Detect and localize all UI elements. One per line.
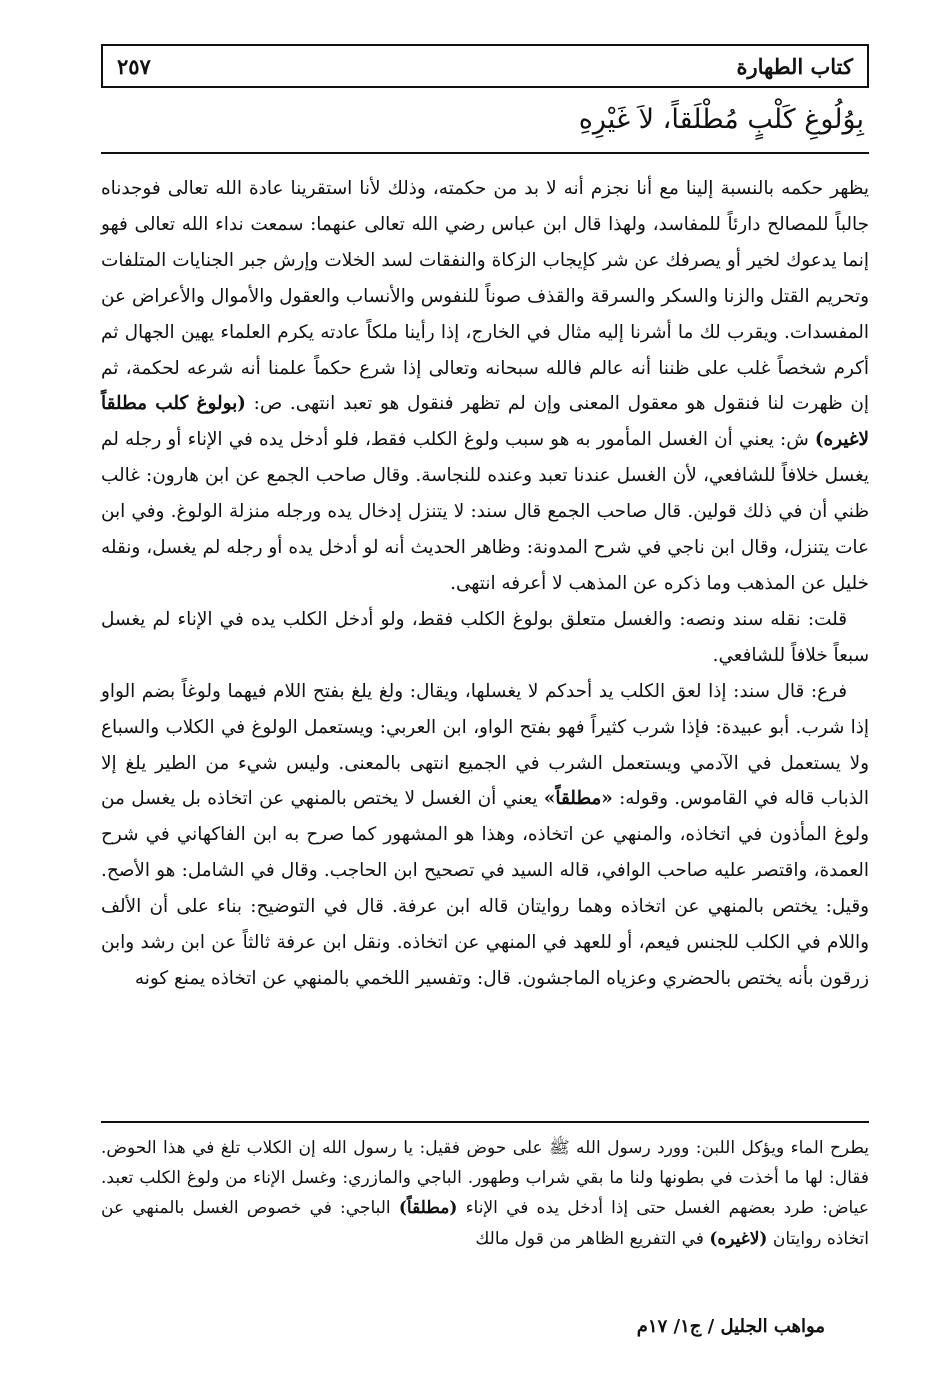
commentary-body	[101, 171, 869, 997]
lower-text-3: في التفريع الظاهر من قول مالك	[475, 1228, 710, 1249]
lower-bold-laghayrihi: (لاغيره)	[709, 1228, 768, 1249]
lower-section	[101, 1133, 869, 1254]
running-header	[101, 44, 869, 88]
matn-quote: (بولوغ كلب مطلقاً لاغيره)	[101, 393, 869, 451]
paragraph-1-text-continued: ش: يعني أن الغسل المأمور به هو سبب ولوغ الكلب فقط، فلو أدخل يده في الإناء أو رجله لم يغسل خلافاً للشافعي، لأن الغسل عندنا تعبد وعنده للنجاسة. وقال صاحب الجمع عن ابن هارون: غالب ظني أن في ذلك قولين. قال صاحب الجمع قال سند: لا يتنزل إدخال يده ورجله منزلة الولوغ. وفي ابن عات يتنزل، وقال ابن ناجي في شرح المدونة: وظاهر الحديث أنه لو أدخل يده أو رجله لم يغسل، ونقله خليل عن المذهب وما ذكره عن المذهب لا أعرفه انتهى.	[101, 429, 869, 594]
matn-quote-mutlaqan: «مطلقاً»	[543, 788, 613, 810]
signature-line: مواهب الجليل / ج١/ ١٧م	[636, 1316, 825, 1337]
lower-paragraph	[101, 1133, 869, 1254]
footnote-divider	[101, 1121, 869, 1123]
paragraph-3	[101, 674, 869, 997]
paragraph-1-text: يظهر حكمه بالنسبة إلينا مع أنا نجزم أنه لا بد من حكمته، وذلك لأنا استقرينا عادة الله تعالى فوجدناه جالباً للمصالح دارئاً للمفاسد، ولهذا قال ابن عباس رضي الله تعالى عنهما: سمعت نداء الله تعالى فهو إنما يدعوك لخير أو يصرفك عن شر كإيجاب الزكاة والنفقات لسد الخلات وإرش جبر الجنايات المتلفات وتحريم القتل والزنا والسكر والسرقة والقذف صوناً للنفوس والأنساب والعقول والأموال والأعراض عن المفسدات. ويقرب لك ما أشرنا إليه مثال في الخارج، إذا رأينا ملكاً عادته يكرم العلماء يهين الجهال ثم أكرم شخصاً غلب على ظننا أنه عالم فالله سبحانه وتعالى إذا شرع حكماً علمنا أنه شرعه لحكمة، ثم إن ظهرت لنا فنقول هو معقول المعنى وإن لم تظهر فنقول هو تعبد انتهى. ص:	[101, 178, 869, 415]
lower-text-2: الباجي: في خصوص الغسل بالمنهي عن اتخاذه روايتان	[101, 1198, 869, 1249]
lower-bold-mutlaqan: (مطلقاً)	[398, 1198, 458, 1219]
page-number: ٢٥٧	[117, 53, 151, 79]
top-divider	[101, 152, 869, 154]
paragraph-2: قلت: نقله سند ونصه: والغسل متعلق بولوغ الكلب فقط، ولو أدخل الكلب يده في الإناء لم يغسل سبعاً خلافاً للشافعي.	[101, 608, 869, 666]
lower-text: يطرح الماء ويؤكل اللبن: وورد رسول الله ﷺ على حوض فقيل: يا رسول الله إن الكلاب تلغ في هذا الحوض. فقال: لها ما أخذت في بطونها ولنا ما بقي شراب وطهور. الباجي والمازري: وغسل الإناء من ولوغ الكلب تعبد. عياض: طرد بعضهم الغسل حتى إذا أدخل يده في الإناء	[101, 1138, 869, 1219]
matn-heading: بِوُلُوغِ كَلْبٍ مُطْلَقاً، لاَ غَيْرِهِ	[578, 104, 864, 135]
paragraph-3-text: فرع: قال سند: إذا لعق الكلب يد أحدكم لا يغسلها، ويقال: ولغ يلغ بفتح اللام فيهما ولوغاً بضم الواو إذا شرب. أبو عبيدة: فإذا شرب كثيراً فهو بفتح الواو، ابن العربي: ويستعمل الولوغ في الكلاب والسباع ولا يستعمل في الآدمي ويستعمل الشرب في الجميع انتهى بالمعنى. وليس شيء من الطير يلغ إلا الذباب قاله في القاموس. وقوله:	[101, 680, 869, 810]
paragraph-3-text-continued: يعني أن الغسل لا يختص بالمنهي عن اتخاذه بل يغسل من ولوغ المأذون في اتخاذه، والمنهي عن اتخاذه، وهذا هو المشهور كما صرح به ابن الفاكهاني في شرح العمدة، واقتصر عليه صاحب الوافي، قاله السيد في تصحيح ابن الحاجب. وقال في الشامل: هو الأصح. وقيل: يختص بالمنهي عن اتخاذه وهما روايتان قاله ابن عرفة. قال في التوضيح: بناء على أن الألف واللام في الكلب للجنس فيعم، أو للعهد في المنهي عن اتخاذه. ونقل ابن عرفة ثالثاً عن ابن رشد وابن زرقون بأنه يختص بالحضري وعزياه الماجشون. قال: وتفسير اللخمي بالمنهي عن اتخاذه يمنع كونه	[101, 788, 869, 989]
book-title: كتاب الطهارة	[736, 53, 853, 79]
paragraph-1	[101, 171, 869, 602]
